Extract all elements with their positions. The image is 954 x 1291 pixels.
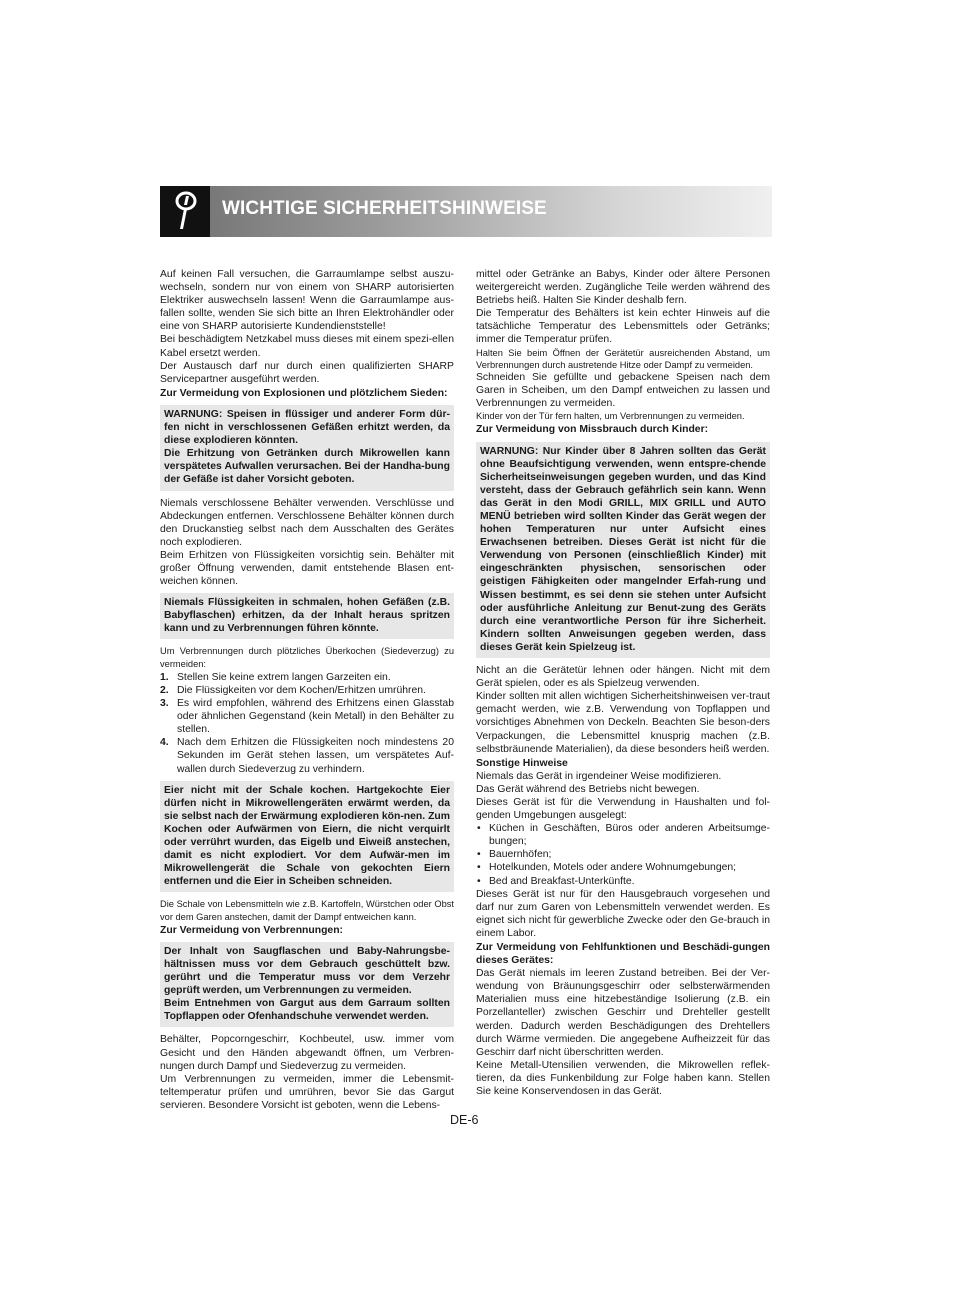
left-column xyxy=(160,268,454,1112)
warning-box xyxy=(160,942,454,1028)
warning-box xyxy=(160,405,454,491)
paragraph: Die Schale von Lebensmitteln wie z.B. Kartoffeln, Würstchen oder Obst vor dem Garen anstechen, damit der Dampf entweichen kann. xyxy=(160,899,454,922)
icon-box xyxy=(160,186,210,237)
section-heading: Zur Vermeidung von Missbrauch durch Kinder: xyxy=(476,424,709,436)
warning-box xyxy=(160,781,454,893)
numbered-list xyxy=(160,671,454,776)
paragraph: Der Austausch darf nur durch einen qualifizierten SHARP Servicepartner ausgeführt werden. xyxy=(160,360,454,385)
paragraph: mittel oder Getränke an Babys, Kinder oder ältere Personen weitergereicht werden. Zugängliche Teile werden während des Betriebs heiß. Halten Sie Kinder deshalb fern. xyxy=(476,269,770,307)
section-heading: Sonstige Hinweise xyxy=(476,757,568,769)
warning-text: WARNUNG: Nur Kinder über 8 Jahren sollten das Gerät ohne Beaufsichtigung verwenden, wenn entspre-chende Sicherheitseinweisungen gegeben wurden, und das Kind versteht, dass der Gebrauch gefährlich sein kann. Wenn das Gerät in den Modi GRILL, MIX GRILL und AUTO MENÜ betrieben wird sollten Kinder das Gerät wegen der hohen Temperaturen nur unter Aufsicht eines Erwachsenen betreiben. Dieses Gerät ist nicht für die Verwendung von Personen (einschließlich Kinder) mit eingeschränkten physischen, sensorischen oder geistigen Fähigkeiten oder mangelnder Erfah-rung und Wissen bestimmt, es sei denn sie stehen unter Aufsicht oder ausführliche Anleitung zur Benut-zung des Geräts durch eine verantwortliche Person für ihre Sicherheit. Kindern sollten Anweisungen gegeben werden, dass dieses Gerät kein Spielzeug ist. xyxy=(480,445,766,653)
warning-text: Beim Entnehmen von Gargut aus dem Garraum sollten Topflappen oder Ofenhandschuhe verwendet werden. xyxy=(164,998,450,1023)
page-number: DE-6 xyxy=(450,1113,479,1127)
paragraph: Die Temperatur des Behälters ist kein echter Hinweis auf die tatsächliche Temperatur des Lebensmittels oder Getränks; immer die Temperatur prüfen. xyxy=(476,308,770,346)
warning-text: WARNUNG: Speisen in flüssiger und anderer Form dür-fen nicht in verschlossenen Gefäßen erhitzt werden, da diese explodieren könnten. xyxy=(164,408,450,447)
warning-text: Die Erhitzung von Getränken durch Mikrowellen kann verspätetes Aufwallen verursachen. Bei der Handha-bung der Gefäße ist daher Vorsicht geboten. xyxy=(164,448,450,486)
warning-text: Niemals Flüssigkeiten in schmalen, hohen Gefäßen (z.B. Babyflaschen) erhitzen, da der Inhalt heraus spritzen kann und zu Verbrennungen führen könnte. xyxy=(164,597,450,635)
list-item: • Bauernhöfen; xyxy=(476,848,770,861)
list-item: 1. Stellen Sie keine extrem langen Garzeiten ein. xyxy=(160,671,391,683)
warning-box xyxy=(160,593,454,639)
paragraph: Dieses Gerät ist nur für den Hausgebrauch vorgesehen und darf nur zum Garen von Lebensmitteln verwendet werden. Es eignet sich nicht für gewerbliche Zwecke oder den Ge-brauch in einem Labor. xyxy=(476,888,770,939)
list-item: 2. Die Flüssigkeiten vor dem Kochen/Erhitzen umrühren. xyxy=(160,684,426,696)
list-item: • Hotelkunden, Motels oder andere Wohnumgebungen; xyxy=(476,861,770,874)
list-item: • Bed and Breakfast-Unterkünfte. xyxy=(476,875,770,888)
paragraph: Kinder sollten mit allen wichtigen Sicherheitshinweisen ver-traut gemacht werden, wie z.B. Verwendung von Topflappen und vorsichtiges Abnehmen von Deckeln. Beachten Sie beson-ders Verpackungen, die Lebensmittel knusprig machen (z.B. selbstbräunende Materialien), da diese besonders heiß werden. xyxy=(476,691,770,755)
section-heading: Zur Vermeidung von Verbrennungen: xyxy=(160,924,344,936)
paragraph: Kinder von der Tür fern halten, um Verbrennungen zu vermeiden. xyxy=(476,411,745,422)
section-heading: Zur Vermeidung von Fehlfunktionen und Beschädi-gungen dieses Gerätes: xyxy=(476,942,770,967)
paragraph: Keine Metall-Utensilien verwenden, die Mikrowellen reflek-tieren, da dies Funkenbildung zur Folge haben kann. Stellen Sie keine Konservendosen in das Gerät. xyxy=(476,1059,770,1098)
warning-box xyxy=(476,442,770,659)
list-item: 3. Es wird empfohlen, während des Erhitzens einen Glasstab oder ähnlichen Gegenstand (kein Metall) in den Behälter zu stellen. xyxy=(160,698,454,736)
page-title: WICHTIGE SICHERHEITSHINWEISE xyxy=(222,198,547,219)
right-column xyxy=(476,268,770,1098)
paragraph: Schneiden Sie gefüllte und gebackene Speisen nach dem Garen in Scheiben, um den Dampf entweichen zu lassen und Verbrennungen zu vermeiden. xyxy=(476,371,770,410)
paragraph: Halten Sie beim Öffnen der Gerätetür ausreichenden Abstand, um Verbrennungen durch austretende Hitze oder Dampf zu vermeiden. xyxy=(476,347,770,370)
exclamation-icon xyxy=(172,191,198,233)
list-item: • Küchen in Geschäften, Büros oder anderen Arbeitsumge-bungen; xyxy=(476,822,770,848)
paragraph: Niemals das Gerät in irgendeiner Weise modifizieren. xyxy=(476,770,722,782)
paragraph: Um Verbrennungen zu vermeiden, immer die Lebensmit-teltemperatur prüfen und umrühren, bevor Sie das Gargut servieren. Besondere Vorsicht ist geboten, wenn die Lebens- xyxy=(160,1073,454,1111)
section-header xyxy=(160,186,772,237)
paragraph: Beim Erhitzen von Flüssigkeiten vorsichtig sein. Behälter mit großer Öffnung verwenden, damit entstehende Blasen ent-weichen können. xyxy=(160,549,454,588)
paragraph: Dieses Gerät ist für die Verwendung in Haushalten und fol-genden Umgebungen ausgelegt: xyxy=(476,796,770,822)
warning-text: Eier nicht mit der Schale kochen. Hartgekochte Eier dürfen nicht in Mikrowellengeräten erwärmt werden, da sie selbst nach der Erwärmung explodieren kön-nen. Zum Kochen oder Aufwärmen von Eiern, die nicht verquirlt oder verrührt wurden, das Eigelb und Eiweiß anstechen, damit es nicht explodiert. Vor dem Aufwär-men im Mikrowellengerät die Schale von gekochten Eiern entfernen und die Eier in Scheiben schneiden. xyxy=(164,784,450,888)
bullet-list xyxy=(476,822,770,887)
section-heading: Zur Vermeidung von Explosionen und plötzlichem Sieden: xyxy=(160,387,448,399)
paragraph: Behälter, Popcorngeschirr, Kochbeutel, usw. immer vom Gesicht und den Händen abgewandt öffnen, um Verbren-nungen durch Dampf und Siedeverzug zu vermeiden. xyxy=(160,1034,454,1072)
paragraph: Das Gerät während des Betriebs nicht bewegen. xyxy=(476,783,700,795)
paragraph: Bei beschädigtem Netzkabel muss dieses mit einem spezi-ellen Kabel ersetzt werden. xyxy=(160,334,454,359)
warning-text: Der Inhalt von Saugflaschen und Baby-Nahrungsbe-hältnissen muss vor dem Gebrauch geschüttelt bzw. gerührt und die Temperatur muss vor dem Verzehr geprüft werden, um Verbrennungen zu vermeiden. xyxy=(164,945,450,997)
list-item: 4. Nach dem Erhitzen die Flüssigkeiten noch mindestens 20 Sekunden im Gerät stehen lassen, um verspätetes Auf-wallen durch Siedeverzug zu verhindern. xyxy=(160,737,454,775)
paragraph: Niemals verschlossene Behälter verwenden. Verschlüsse und Abdeckungen entfernen. Verschlossene Behälter können durch den Druckanstieg selbst nach dem Ausschalten des Gerätes noch explodieren. xyxy=(160,497,454,548)
paragraph: Um Verbrennungen durch plötzliches Überkochen (Siedeverzug) zu vermeiden: xyxy=(160,646,454,669)
paragraph: Nicht an die Gerätetür lehnen oder hängen. Nicht mit dem Gerät spielen, oder es als Spielzeug verwenden. xyxy=(476,665,770,690)
paragraph: Auf keinen Fall versuchen, die Garraumlampe selbst auszu-wechseln, sondern nur von einem von SHARP autorisierten Elektriker auswechseln lassen! Wenn die Garraumlampe aus-fallen sollte, wenden Sie sich bitte an Ihren Elektrohändler oder eine von SHARP autorisierte Kundendienststelle! xyxy=(160,269,454,333)
paragraph: Das Gerät niemals im leeren Zustand betreiben. Bei der Ver-wendung von Bräunungsgeschirr oder selbsterwärmenden Materialien muss eine hitzebeständige Isolierung (z.B. ein Porzellanteller) zwischen Geschirr und Drehteller gestellt werden. Dadurch werden Beschädigungen des Drehtellers durch Wärme vermieden. Die angegebene Aufheizzeit für das Geschirr darf nicht überschritten werden. xyxy=(476,968,770,1058)
